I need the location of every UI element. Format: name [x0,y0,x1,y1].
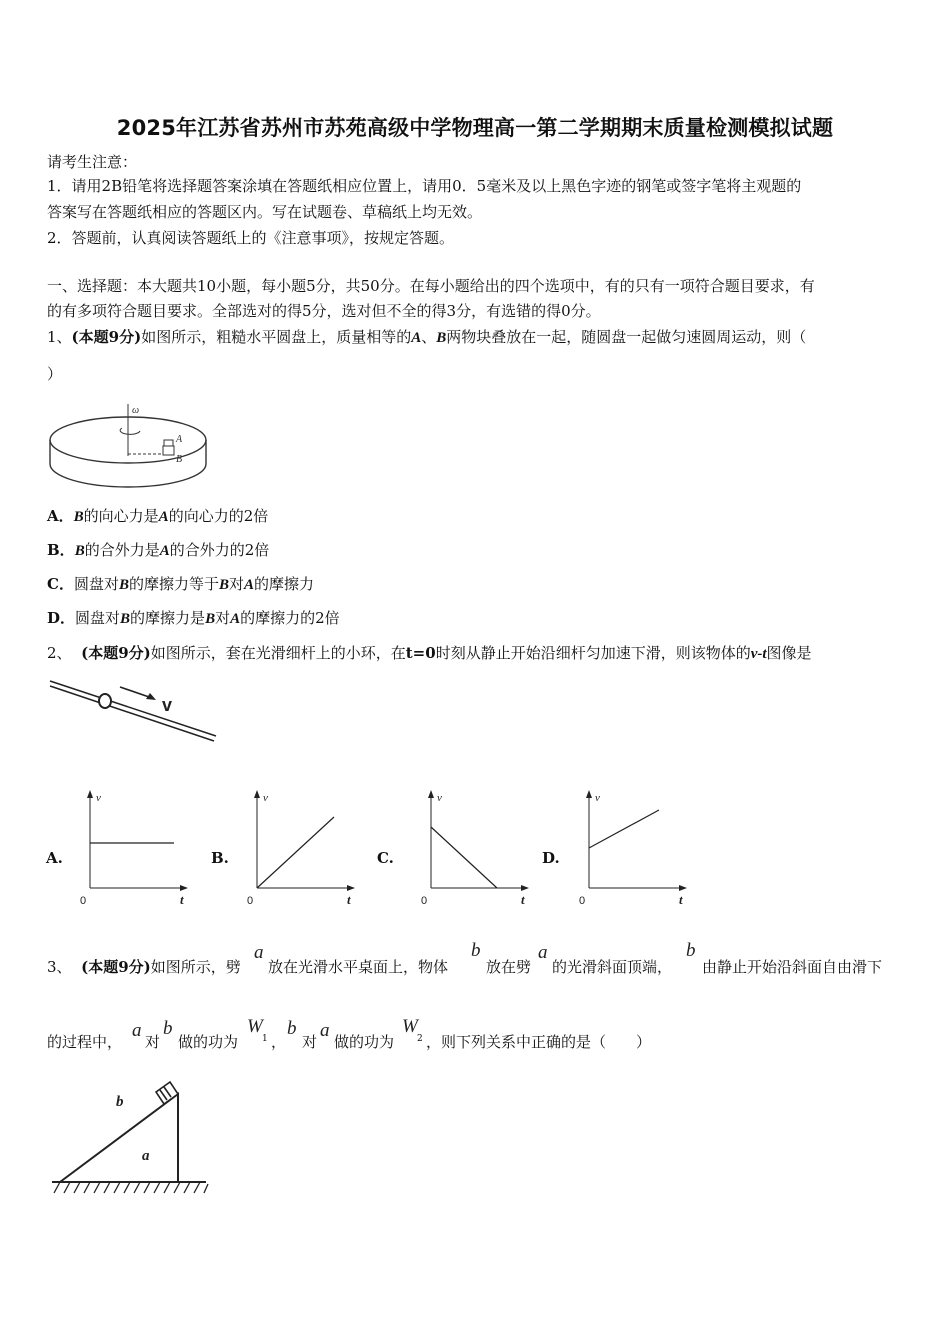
q3-sym-w2: W [402,1016,418,1037]
q3-sym-w1: W [247,1016,263,1037]
svg-text:t: t [180,892,184,907]
label-b: b [116,1094,124,1110]
q3-sym-b2: b [686,940,696,961]
q3-sym-a4: a [320,1020,330,1041]
q2-option-b-label[interactable]: B. [211,849,229,867]
q3-s4: 的光滑斜面顶端， [552,958,673,976]
svg-text:v: v [437,792,442,804]
q3-sub-2: 2 [417,1034,423,1044]
page-title: 2025年江苏省苏州市苏苑高级中学物理高一第二学期期末质量检测模拟试题 [116,116,834,140]
omega-label: ω [132,405,140,416]
svg-text:0: 0 [579,895,586,907]
q2-graph-b [243,788,358,908]
q3-sym-a2: a [538,942,548,963]
q2-option-d-label[interactable]: D. [542,849,560,867]
q2-graph-c [417,788,532,908]
velocity-label: v [162,695,173,715]
q3-s5: 由静止开始沿斜面自由滑下 [702,958,883,976]
svg-text:t: t [521,892,525,907]
q1-stem-a: 如图所示，粗糙水平圆盘上，质量相等的 [141,328,412,346]
q3-s7: 对 [145,1033,161,1051]
label-a: a [142,1148,150,1164]
ring-icon [99,694,111,708]
q1-option-b[interactable]: B．B的合外力是A的合外力的2倍 [47,541,270,559]
q3-s8b: 做的功为 [334,1033,395,1051]
graph-b-line [257,817,334,888]
ground-hatch [54,1182,208,1193]
q3-s10: ，则下列关系中正确的是（ ） [426,1033,652,1051]
svg-text:t: t [347,892,351,907]
svg-text:v: v [595,792,600,804]
question-1-stem [47,327,806,348]
a-label: A [176,434,183,445]
rotation-arrow-icon [120,428,140,434]
q1-disc-figure [48,398,213,494]
q3-sym-a1: a [254,942,264,963]
svg-text:0: 0 [80,895,87,907]
q3-sym-b1: b [471,940,481,961]
question-2-stem: 2、 (本题9分)如图所示，套在光滑细杆上的小环，在t=0时刻从静止开始沿细杆匀加速下滑，则该物体的v-t图像是 [47,644,812,662]
q1-option-a[interactable]: A．B的向心力是A的向心力的2倍 [47,507,269,525]
question-3-number: 3、 (本题9分)如图所示，劈 [47,958,241,976]
q3-wedge-figure [46,1074,210,1198]
notice-line-2: 答案写在答题纸相应的答题区内。写在试题卷、草稿纸上均无效。 [47,203,483,221]
q1-option-c[interactable]: C．圆盘对B的摩擦力等于B对A的摩擦力 [47,575,315,593]
q3-sym-b3: b [163,1018,173,1039]
section1-line-2: 的有多项符合题目要求。全部选对的得5分，选对但不全的得3分，有选错的得0分。 [47,302,601,320]
q1-number: 1、 [47,328,72,346]
q2-option-a-label[interactable]: A. [46,849,63,867]
q3-sym-a3: a [132,1020,142,1041]
q2-graph-d [575,788,690,908]
q2-graph-a [76,788,191,908]
q2-option-c-label[interactable]: C. [377,849,394,867]
svg-text:v: v [263,792,268,804]
graph-c-line [431,827,497,888]
q3-sym-b4: b [287,1018,297,1039]
svg-text:0: 0 [247,895,254,907]
q3-s3: 放在劈 [486,958,532,976]
q3-s8: 做的功为 [178,1033,239,1051]
q1-var-b: B [436,330,447,346]
q3-s6: 的过程中， [47,1033,123,1051]
q1-option-d[interactable]: D．圆盘对B的摩擦力是B对A的摩擦力的2倍 [47,609,340,627]
notice-line-1: 1．请用2B铅笔将选择题答案涂填在答题纸相应位置上，请用0．5毫米及以上黑色字迹的钢笔或签字笔将主观题的 [47,177,802,195]
block-a-icon [164,440,173,446]
velocity-arrow [120,687,152,698]
block-b-icon [163,446,174,455]
svg-text:v: v [96,792,101,804]
q1-var-a: A [411,330,422,346]
svg-text:0: 0 [421,895,428,907]
notice-line-3: 2．答题前，认真阅读答题纸上的《注意事项》，按规定答题。 [47,229,455,247]
block-b [156,1082,178,1104]
q3-sub-1: 1 [262,1034,268,1044]
q1-stem-end: ） [47,365,63,383]
graph-d-line [589,810,659,848]
section1-line-1: 一、选择题：本大题共10小题，每小题5分，共50分。在每小题给出的四个选项中，有的只有一项符合题目要求，有 [47,277,815,295]
q1-sep: 、 [421,328,437,346]
q3-s2: 放在光滑水平桌面上，物体 [268,958,449,976]
svg-text:t: t [679,892,683,907]
q2-rod-figure [48,676,220,746]
notice-heading: 请考生注意： [47,153,138,171]
q1-points: (本题9分) [71,328,142,346]
q3-s9: ， [271,1033,287,1051]
b-label: B [176,454,183,465]
q3-s7b: 对 [302,1033,318,1051]
q1-stem-b: 两物块叠放在一起，随圆盘一起做匀速圆周运动，则（ [446,328,807,346]
